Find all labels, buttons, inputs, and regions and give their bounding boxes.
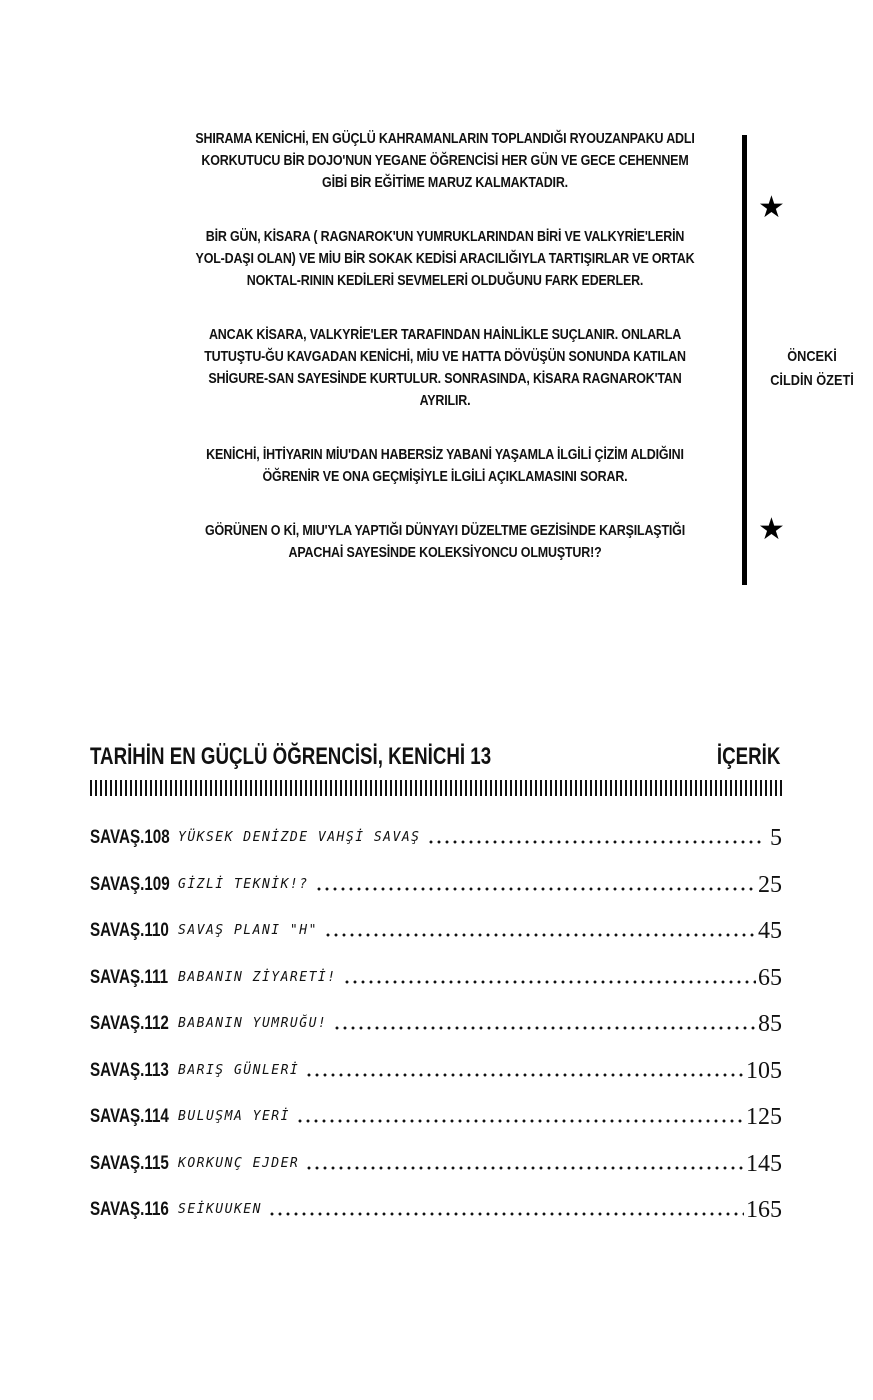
page-number: 165 — [746, 1197, 782, 1224]
star-icon: ★ — [758, 512, 785, 547]
dot-leader — [333, 1026, 756, 1030]
chapter-row — [90, 955, 782, 1002]
chapter-title: BULUŞMA YERİ — [178, 1109, 290, 1125]
chapter-label: SAVAŞ.113 — [90, 1059, 169, 1081]
chapter-list — [90, 815, 782, 1234]
vertical-divider — [742, 135, 747, 585]
star-icon: ★ — [758, 190, 785, 225]
dot-leader — [305, 1073, 744, 1077]
summary-paragraph: BİR GÜN, KİSARA ( RAGNAROK'UN YUMRUKLARINDAN BİRİ VE VALKYRİE'LERİN YOL-DAŞI OLAN) VE MİU BİR SOKAK KEDİSİ ARACILIĞIYLA TARTIŞIRLAR VE ORTAK NOKTAL-RININ KEDİLERİ SEVMELERİ OLDUĞUNU FARK EDERLER. — [195, 229, 695, 289]
chapter-title: BABANIN YUMRUĞU! — [178, 1016, 328, 1032]
chapter-title: GİZLİ TEKNİK!? — [178, 876, 309, 892]
dot-leader — [343, 980, 756, 984]
chapter-row — [90, 1048, 782, 1095]
chapter-row — [90, 862, 782, 909]
toc-header — [90, 740, 780, 774]
previous-volume-summary — [150, 128, 740, 596]
dot-leader — [324, 933, 756, 937]
dot-leader — [296, 1119, 744, 1123]
chapter-label: SAVAŞ.108 — [90, 827, 170, 849]
page-number: 85 — [758, 1011, 782, 1038]
chapter-row — [90, 1187, 782, 1234]
page-number: 65 — [758, 964, 782, 991]
chapter-label: SAVAŞ.116 — [90, 1199, 169, 1221]
page-number: 145 — [746, 1150, 782, 1177]
dot-leader — [268, 1212, 744, 1216]
chapter-label: SAVAŞ.112 — [90, 1013, 169, 1035]
chapter-row — [90, 1141, 782, 1188]
side-label-line2: CİLDİN ÖZETİ — [770, 372, 854, 389]
summary-paragraph: KENİCHİ, İHTİYARIN MİU'DAN HABERSİZ YABANİ YAŞAMLA İLGİLİ ÇİZİM ALDIĞINI ÖĞRENİR VE ONA GEÇMİŞİYLE İLGİLİ AÇIKLAMASINI SORAR. — [206, 447, 684, 485]
chapter-title: BABANIN ZİYARETİ! — [178, 969, 337, 985]
tick-rule — [90, 780, 782, 796]
chapter-row — [90, 815, 782, 862]
chapter-label: SAVAŞ.109 — [90, 873, 170, 895]
chapter-title: SAVAŞ PLANI "H" — [178, 923, 318, 939]
chapter-label: SAVAŞ.115 — [90, 1152, 169, 1174]
chapter-label: SAVAŞ.114 — [90, 1106, 169, 1128]
dot-leader — [305, 1166, 744, 1170]
page-number: 105 — [746, 1057, 782, 1084]
chapter-row — [90, 1001, 782, 1048]
side-label — [761, 345, 863, 393]
page-number: 25 — [758, 871, 782, 898]
chapter-row — [90, 908, 782, 955]
summary-paragraph: ANCAK KİSARA, VALKYRİE'LER TARAFINDAN HAİNLİKLE SUÇLANIR. ONLARLA TUTUŞTU-ĞU KAVGADAN KENİCHİ, MİU VE HATTA DÖVÜŞÜN SONUNDA KATILAN SHİGURE-SAN SAYESİNDE KURTULUR. SONRASINDA, KİSARA RAGNAROK'TAN AYRILIR. — [204, 327, 686, 409]
chapter-title: KORKUNÇ EJDER — [178, 1155, 300, 1171]
chapter-title: BARIŞ GÜNLERİ — [178, 1062, 300, 1078]
chapter-label: SAVAŞ.111 — [90, 966, 169, 988]
page-number: 5 — [770, 825, 782, 852]
chapter-label: SAVAŞ.110 — [90, 920, 169, 942]
summary-paragraph: SHIRAMA KENİCHİ, EN GÜÇLÜ KAHRAMANLARIN TOPLANDIĞI RYOUZANPAKU ADLI KORKUTUCU BİR DOJO'NUN YEGANE ÖĞRENCİSİ HER GÜN VE GECE CEHENNEM GİBİ BİR EĞİTİME MARUZ KALMAKTADIR. — [195, 131, 695, 191]
page-number: 125 — [746, 1104, 782, 1131]
contents-heading: İÇERİK — [716, 743, 780, 770]
dot-leader — [427, 840, 765, 844]
chapter-title: YÜKSEK DENİZDE VAHŞİ SAVAŞ — [178, 830, 421, 846]
chapter-row — [90, 1094, 782, 1141]
book-title: TARİHİN EN GÜÇLÜ ÖĞRENCİSİ, KENİCHİ 13 — [90, 743, 492, 770]
side-label-line1: ÖNCEKİ — [787, 348, 837, 365]
dot-leader — [315, 887, 756, 891]
summary-paragraph: GÖRÜNEN O Kİ, MIU'YLA YAPTIĞI DÜNYAYI DÜZELTME GEZİSİNDE KARŞILAŞTIĞI APACHAİ SAYESİNDE KOLEKSİYONCU OLMUŞTUR!? — [204, 523, 686, 561]
chapter-title: SEİKUUKEN — [178, 1202, 262, 1218]
page-number: 45 — [758, 918, 782, 945]
